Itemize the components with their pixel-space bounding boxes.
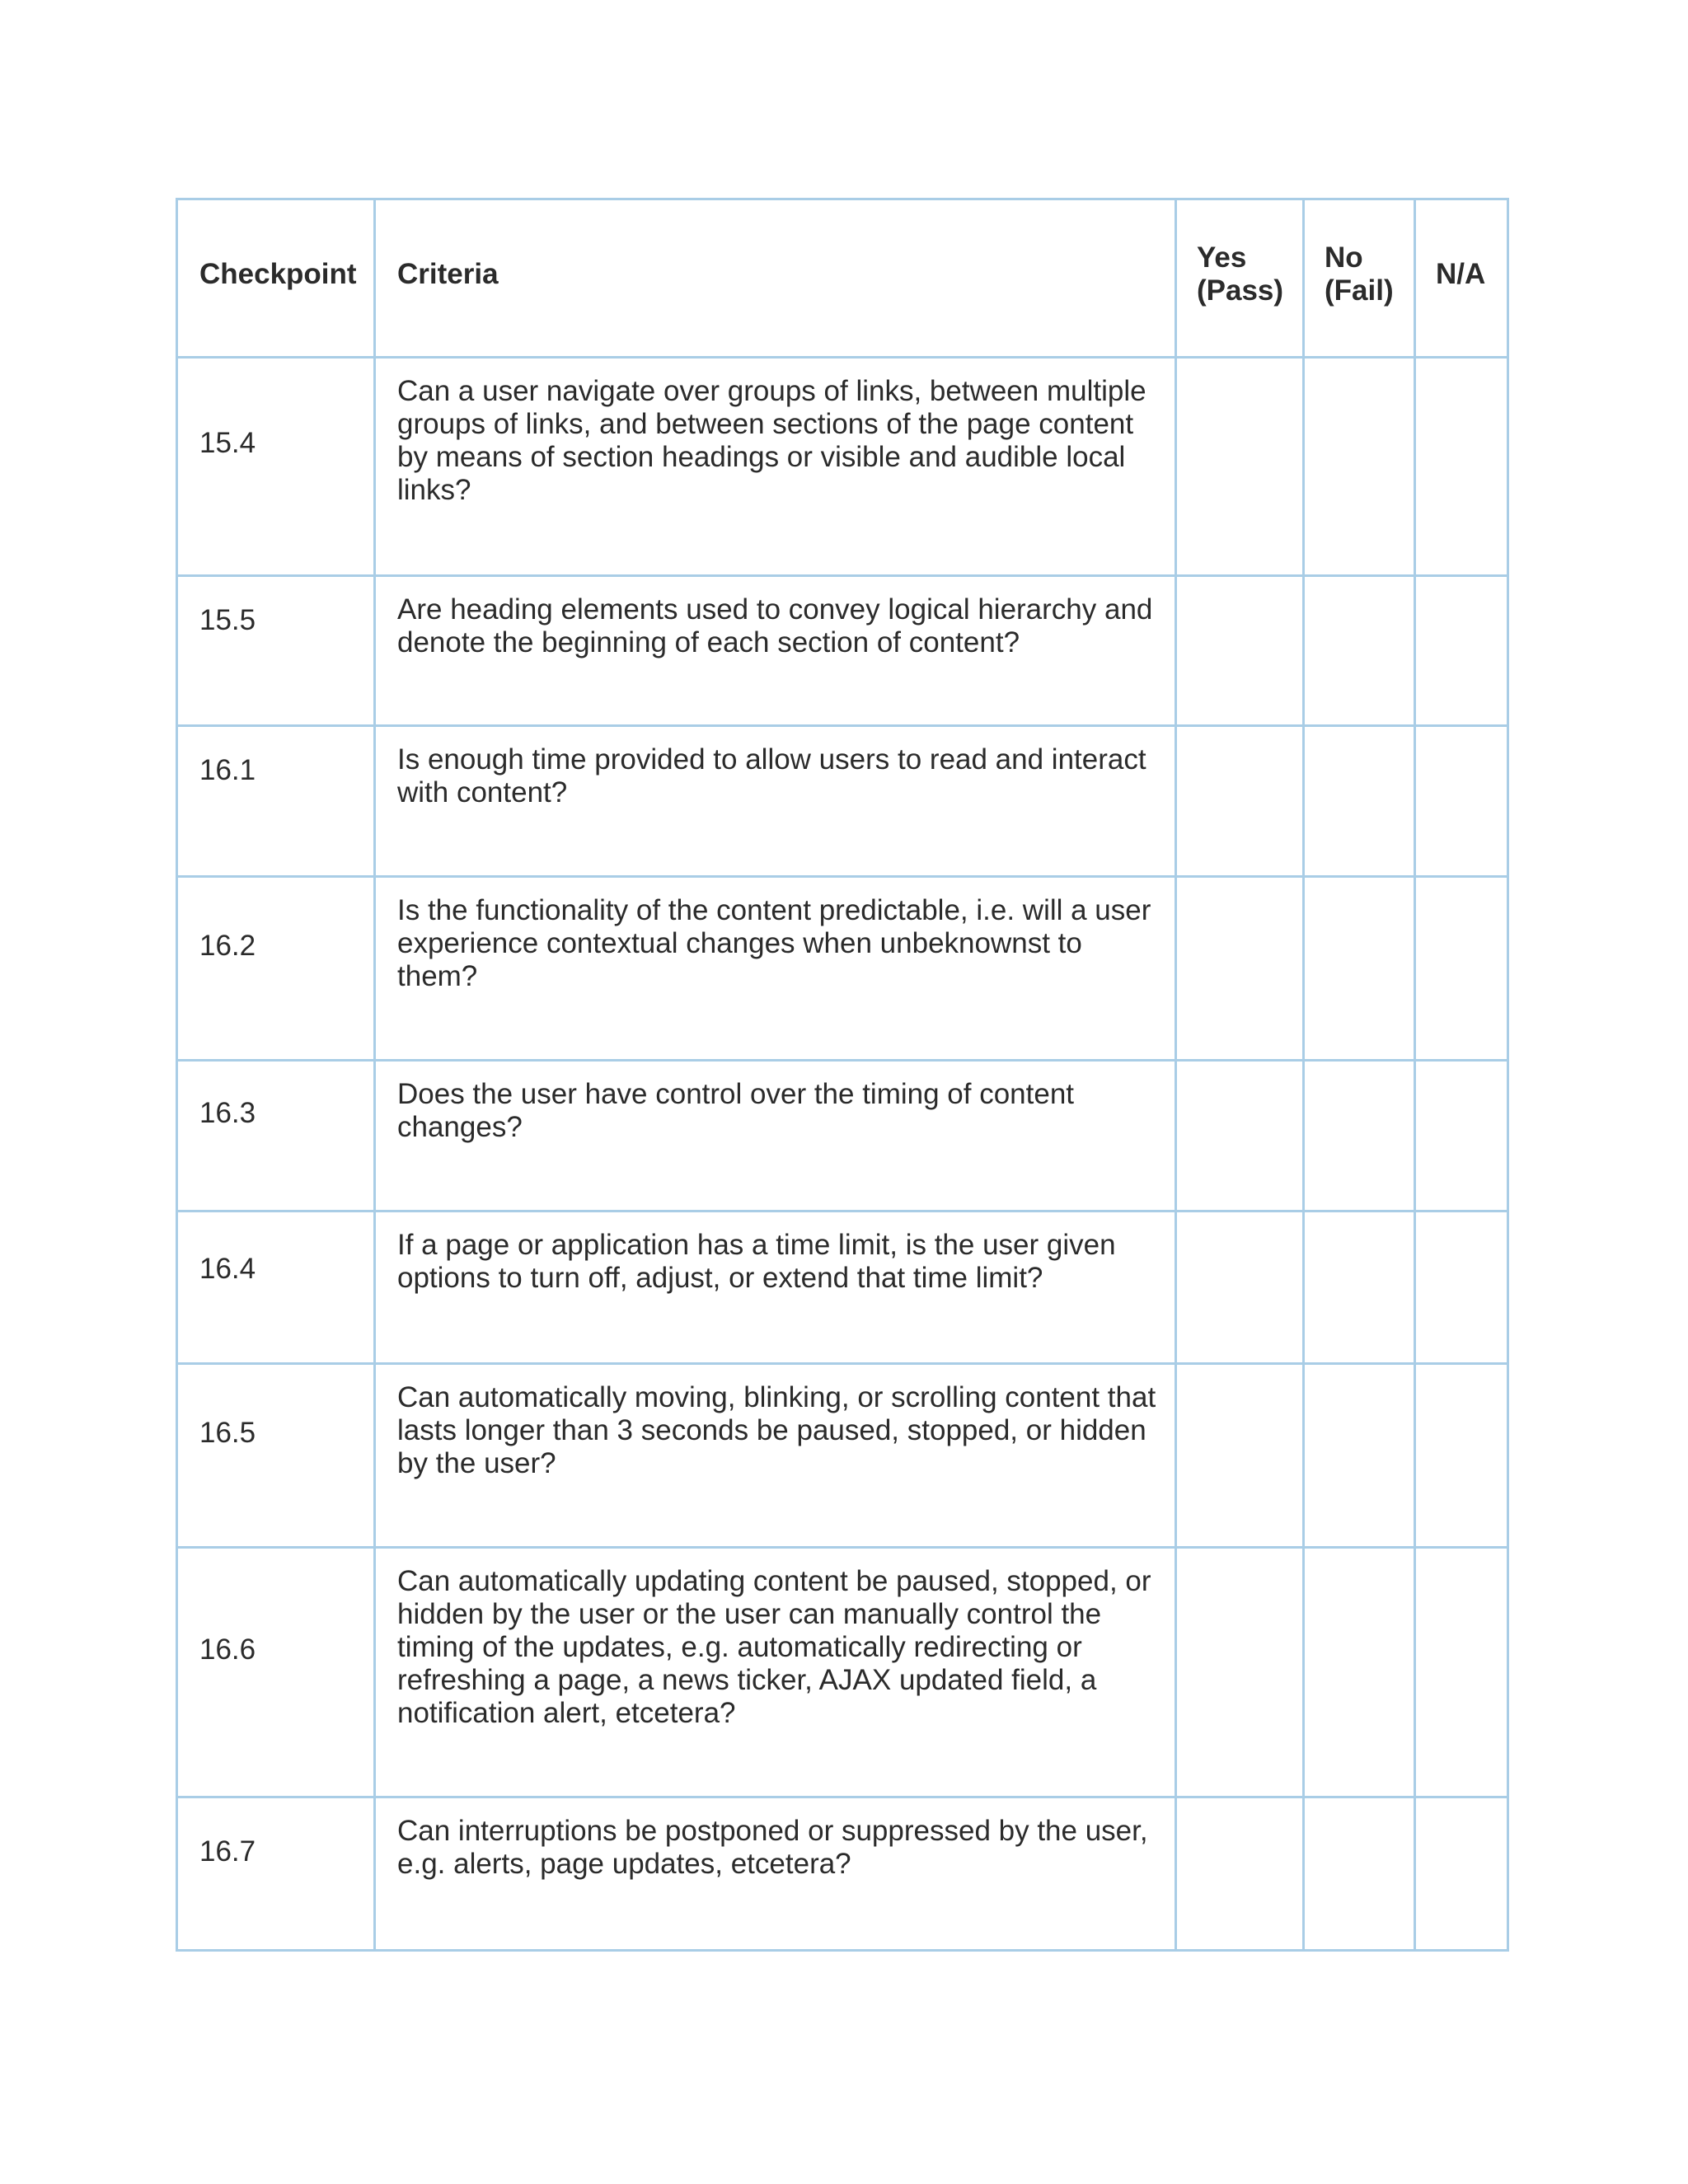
table-row [177, 1061, 1508, 1212]
na-cell[interactable] [1415, 1212, 1508, 1364]
table-row [177, 1364, 1508, 1548]
accessibility-checklist-table [176, 198, 1509, 1952]
yes-pass-cell[interactable] [1176, 1797, 1304, 1951]
no-fail-cell[interactable] [1304, 1797, 1415, 1951]
yes-pass-cell[interactable] [1176, 358, 1304, 576]
checkpoint-cell [177, 1061, 375, 1212]
criteria-cell: Does the user have control over the timing of content changes? [375, 1061, 1176, 1212]
na-cell[interactable] [1415, 1061, 1508, 1212]
criteria-cell: Can a user navigate over groups of links, between multiple groups of links, and between sections of the page content by means of section headings or visible and audible local links? [375, 358, 1176, 576]
table-row [177, 726, 1508, 877]
table-row [177, 877, 1508, 1061]
no-fail-cell[interactable] [1304, 576, 1415, 726]
checkpoint-number: 16.3 [199, 1097, 256, 1129]
header-yes-pass: Yes (Pass) [1176, 199, 1304, 358]
no-fail-cell[interactable] [1304, 358, 1415, 576]
table-row [177, 576, 1508, 726]
table-row [177, 1212, 1508, 1364]
table-row [177, 1797, 1508, 1951]
checkpoint-cell [177, 877, 375, 1061]
no-fail-cell[interactable] [1304, 1061, 1415, 1212]
checkpoint-number: 15.4 [199, 427, 256, 459]
no-fail-cell[interactable] [1304, 1548, 1415, 1797]
header-na: N/A [1415, 199, 1508, 358]
checkpoint-number: 16.1 [199, 754, 256, 786]
table-row [177, 1548, 1508, 1797]
yes-pass-cell[interactable] [1176, 1061, 1304, 1212]
criteria-cell: Can automatically updating content be paused, stopped, or hidden by the user or the user can manually control the timing of the updates, e.g. automatically redirecting or refreshing a page, a news ticker, AJAX updated field, a notification alert, etcetera? [375, 1548, 1176, 1797]
yes-pass-cell[interactable] [1176, 1548, 1304, 1797]
checkpoint-cell [177, 726, 375, 877]
checkpoint-number: 16.4 [199, 1253, 256, 1285]
header-row [177, 199, 1508, 358]
na-cell[interactable] [1415, 877, 1508, 1061]
checkpoint-number: 16.5 [199, 1417, 256, 1449]
checkpoint-cell [177, 1364, 375, 1548]
header-criteria: Criteria [375, 199, 1176, 358]
header-checkpoint: Checkpoint [177, 199, 375, 358]
yes-pass-cell[interactable] [1176, 877, 1304, 1061]
checkpoint-number: 15.5 [199, 604, 256, 636]
no-fail-cell[interactable] [1304, 877, 1415, 1061]
yes-pass-cell[interactable] [1176, 726, 1304, 877]
no-fail-cell[interactable] [1304, 1364, 1415, 1548]
header-no-fail: No (Fail) [1304, 199, 1415, 358]
criteria-cell: If a page or application has a time limit, is the user given options to turn off, adjust, or extend that time limit? [375, 1212, 1176, 1364]
checkpoint-number: 16.7 [199, 1835, 256, 1868]
na-cell[interactable] [1415, 1364, 1508, 1548]
na-cell[interactable] [1415, 358, 1508, 576]
table-row [177, 358, 1508, 576]
na-cell[interactable] [1415, 1548, 1508, 1797]
checkpoint-cell [177, 1548, 375, 1797]
yes-pass-cell[interactable] [1176, 576, 1304, 726]
criteria-cell: Are heading elements used to convey logical hierarchy and denote the beginning of each section of content? [375, 576, 1176, 726]
na-cell[interactable] [1415, 726, 1508, 877]
na-cell[interactable] [1415, 1797, 1508, 1951]
checkpoint-cell [177, 1212, 375, 1364]
yes-pass-cell[interactable] [1176, 1364, 1304, 1548]
criteria-cell: Can automatically moving, blinking, or scrolling content that lasts longer than 3 seconds be paused, stopped, or hidden by the user? [375, 1364, 1176, 1548]
criteria-cell: Is enough time provided to allow users to read and interact with content? [375, 726, 1176, 877]
yes-pass-cell[interactable] [1176, 1212, 1304, 1364]
criteria-cell: Is the functionality of the content predictable, i.e. will a user experience contextual changes when unbeknownst to them? [375, 877, 1176, 1061]
checkpoint-cell [177, 358, 375, 576]
checkpoint-number: 16.2 [199, 930, 256, 962]
no-fail-cell[interactable] [1304, 726, 1415, 877]
criteria-cell: Can interruptions be postponed or suppressed by the user, e.g. alerts, page updates, etcetera? [375, 1797, 1176, 1951]
checkpoint-number: 16.6 [199, 1633, 256, 1666]
checkpoint-cell [177, 576, 375, 726]
na-cell[interactable] [1415, 576, 1508, 726]
no-fail-cell[interactable] [1304, 1212, 1415, 1364]
checkpoint-cell [177, 1797, 375, 1951]
